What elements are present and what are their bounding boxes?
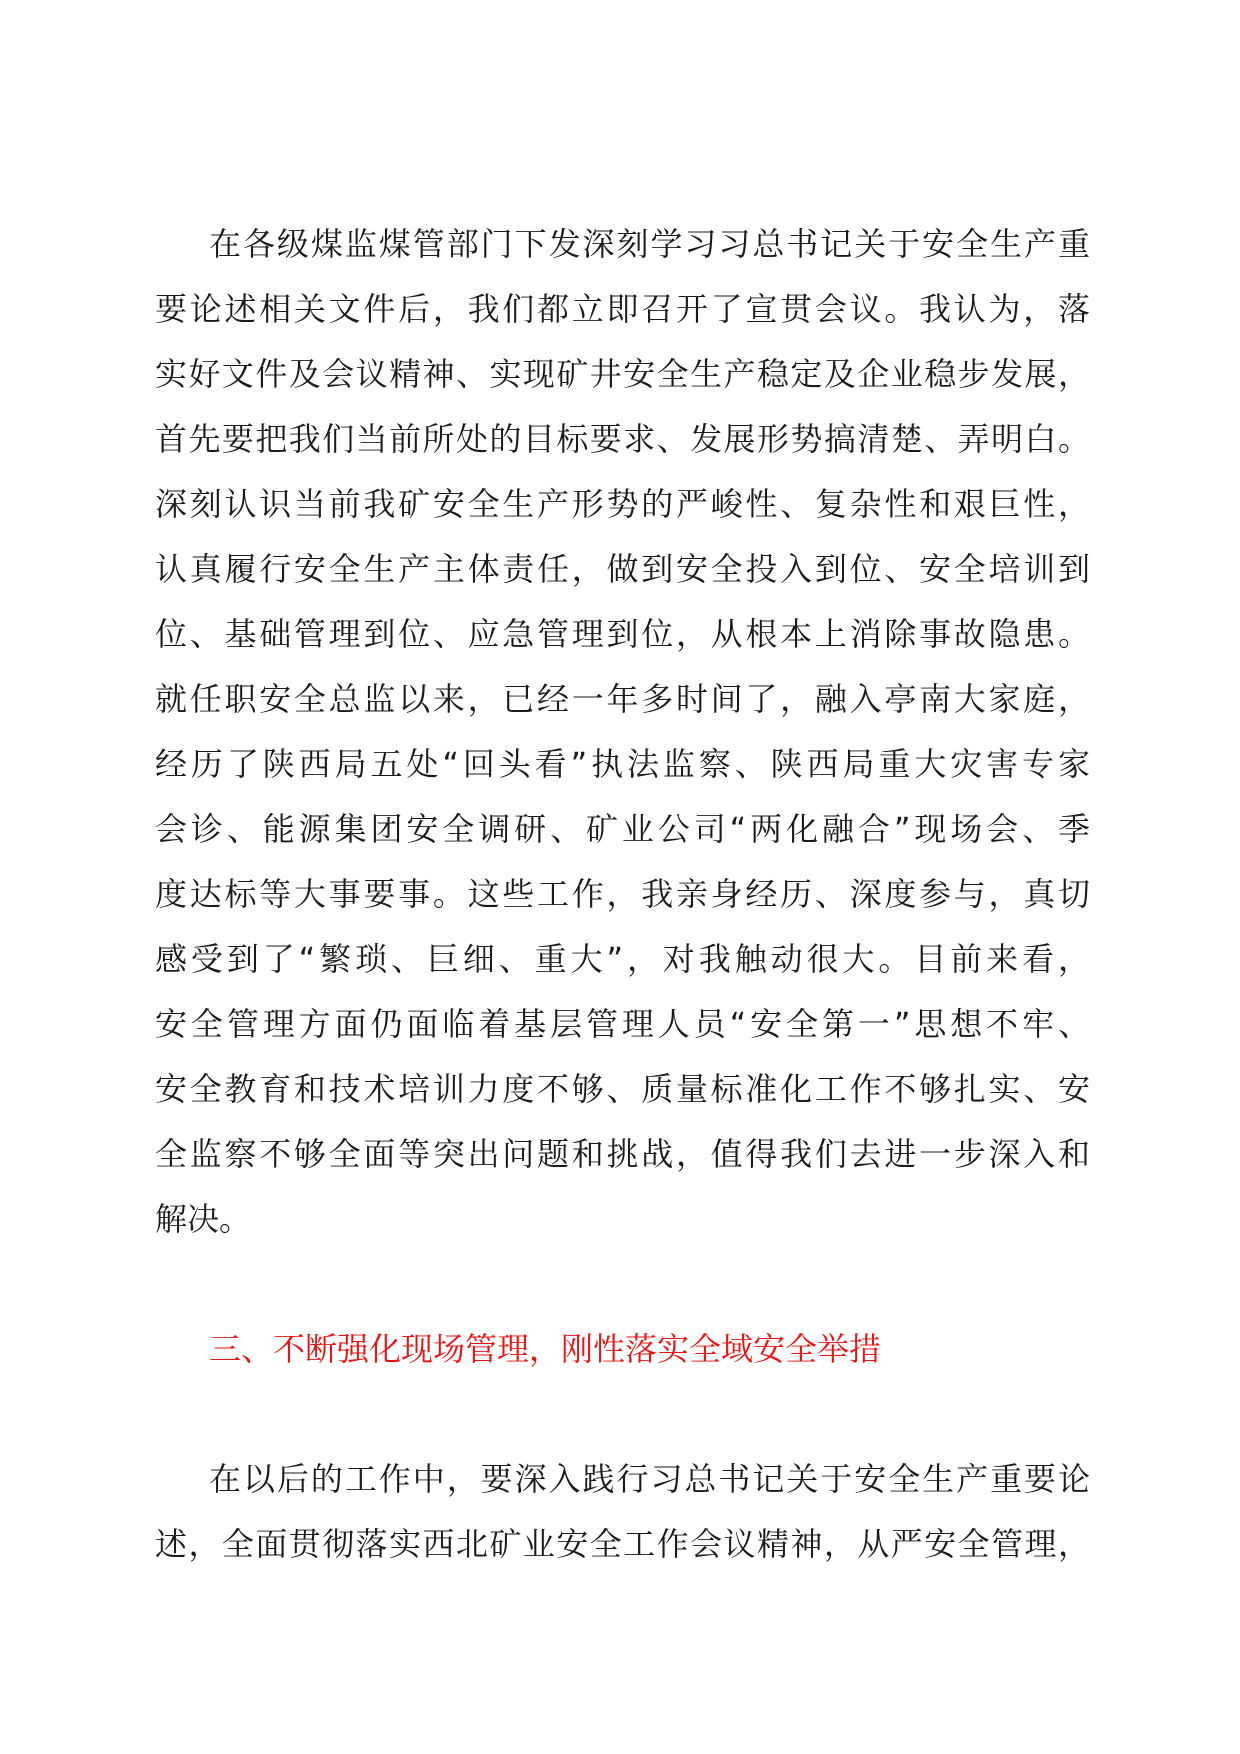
paragraph-line: 述，全面贯彻落实西北矿业安全工作会议精神，从严安全管理， [155, 1525, 1090, 1563]
paragraph-line: 安全教育和技术培训力度不够、质量标准化工作不够扎实、安 [155, 1070, 1090, 1108]
paragraph-line: 深刻认识当前我矿安全生产形势的严峻性、复杂性和艰巨性， [155, 485, 1090, 523]
paragraph-line: 经历了陕西局五处“回头看”执法监察、陕西局重大灾害专家 [155, 745, 1090, 783]
paragraph-line: 首先要把我们当前所处的目标要求、发展形势搞清楚、弄明白。 [155, 420, 1090, 458]
paragraph-line: 在以后的工作中，要深入践行习总书记关于安全生产重要论 [209, 1460, 1090, 1498]
paragraph-line: 安全管理方面仍面临着基层管理人员“安全第一”思想不牢、 [155, 1005, 1090, 1043]
paragraph-line: 全监察不够全面等突出问题和挑战，值得我们去进一步深入和 [155, 1135, 1090, 1173]
paragraph-line: 认真履行安全生产主体责任，做到安全投入到位、安全培训到 [155, 550, 1090, 588]
paragraph-line: 解决。 [155, 1200, 252, 1238]
paragraph-line: 度达标等大事要事。这些工作，我亲身经历、深度参与，真切 [155, 875, 1090, 913]
paragraph-line: 感受到了“繁琐、巨细、重大”，对我触动很大。目前来看， [155, 940, 1090, 978]
paragraph-1 [155, 212, 1090, 1252]
section-heading: 三、不断强化现场管理，刚性落实全域安全举措 [209, 1330, 882, 1368]
paragraph-line: 要论述相关文件后，我们都立即召开了宣贯会议。我认为，落 [155, 290, 1090, 328]
paragraph-line: 实好文件及会议精神、实现矿井安全生产稳定及企业稳步发展， [155, 355, 1090, 393]
paragraph-line: 会诊、能源集团安全调研、矿业公司“两化融合”现场会、季 [155, 810, 1090, 848]
paragraph-spacer [155, 1382, 1090, 1447]
paragraph-line: 位、基础管理到位、应急管理到位，从根本上消除事故隐患。 [155, 615, 1090, 653]
paragraph-line: 就任职安全总监以来，已经一年多时间了，融入亭南大家庭， [155, 680, 1090, 718]
paragraph-spacer [155, 1252, 1090, 1317]
document-body [155, 212, 1090, 1577]
paragraph-line: 在各级煤监煤管部门下发深刻学习习总书记关于安全生产重 [209, 225, 1090, 263]
paragraph-2 [155, 1447, 1090, 1577]
